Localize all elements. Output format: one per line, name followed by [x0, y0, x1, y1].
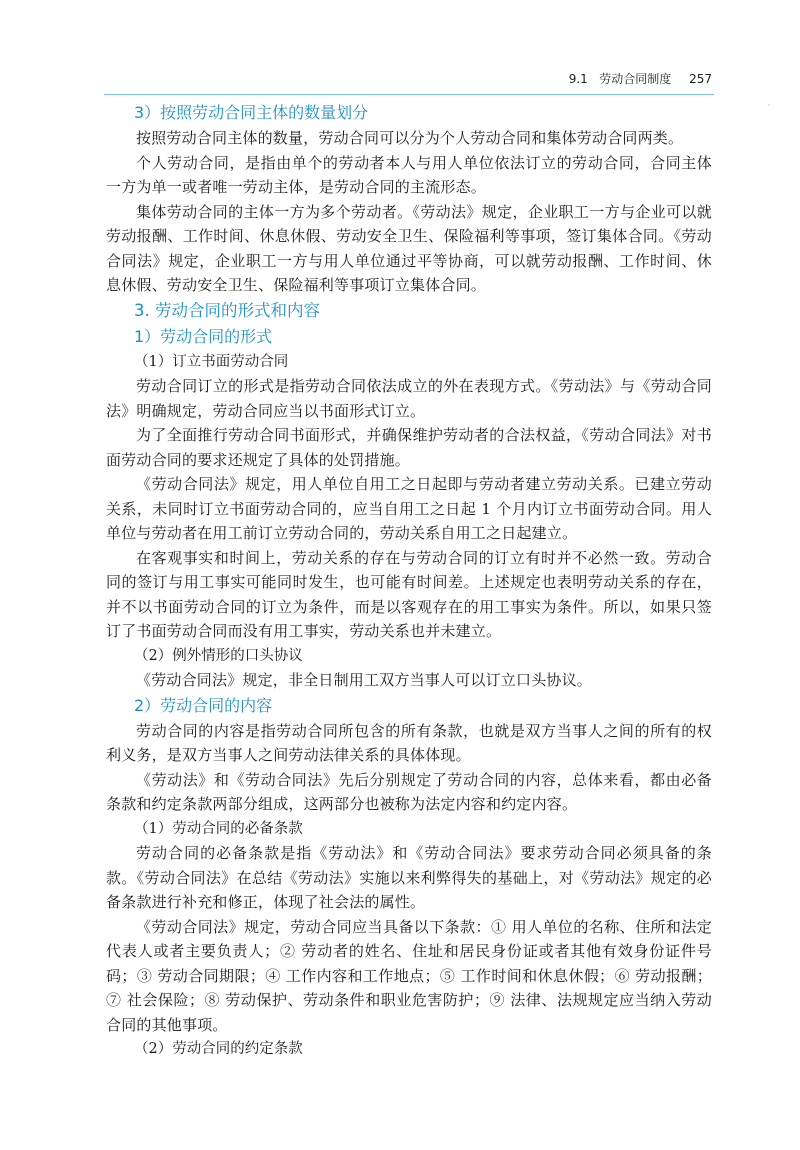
page-number: 257 — [689, 72, 712, 86]
header-text — [569, 70, 712, 87]
paragraph: 劳动合同的必备条款是指《劳动法》和《劳动合同法》要求劳动合同必须具备的条款。《劳动合同法》在总结《劳动法》实施以来利弊得失的基础上，对《劳动法》规定的必备条款进行补充和修正，体现了社会法的属性。 — [106, 844, 712, 911]
paragraph: 按照劳动合同主体的数量，劳动合同可以分为个人劳动合同和集体劳动合同两类。 — [136, 129, 684, 147]
paragraph: 《劳动法》和《劳动合同法》先后分别规定了劳动合同的内容，总体来看，都由必备条款和约定条款两部分组成，这两部分也被称为法定内容和约定内容。 — [106, 770, 712, 813]
clause-heading: （2）劳动合同的约定条款 — [134, 1041, 303, 1057]
subsection-heading: 1）劳动合同的形式 — [134, 326, 273, 346]
header-section-number: 9.1 — [568, 72, 588, 86]
section-heading: 3. 劳动合同的形式和内容 — [134, 300, 320, 320]
running-header — [104, 70, 712, 92]
paragraph: 劳动合同的内容是指劳动合同所包含的所有条款，也就是双方当事人之间的所有的权利义务，是双方当事人之间劳动法律关系的具体体现。 — [106, 721, 712, 764]
paragraph: 《劳动合同法》规定，劳动合同应当具备以下条款：① 用人单位的名称、住所和法定代表人或者主要负责人；② 劳动者的姓名、住址和居民身份证或者其他有效身份证件号码；③ 劳动合同期限；④ 工作内容和工作地点；⑤ 工作时间和休息休假；⑥ 劳动报酬；⑦ 社会保险；⑧ 劳动保护、劳动条件和职业危害防护；⑨ 法律、法规规定应当纳入劳动合同的其他事项。 — [106, 917, 712, 1034]
paragraph: 为了全面推行劳动合同书面形式，并确保维护劳动者的合法权益，《劳动合同法》对书面劳动合同的要求还规定了具体的处罚措施。 — [106, 426, 712, 469]
header-chapter-title: 劳动合同制度 — [599, 72, 672, 86]
paragraph: 《劳动合同法》规定，非全日制用工双方当事人可以订立口头协议。 — [136, 671, 593, 689]
subsection-heading: 2）劳动合同的内容 — [134, 695, 273, 715]
clause-heading: （2）例外情形的口头协议 — [134, 647, 303, 664]
paragraph: 在客观事实和时间上，劳动关系的存在与劳动合同的订立有时并不必然一致。劳动合同的签订与用工事实可能同时发生，也可能有时间差。上述规定也表明劳动关系的存在，并不以书面劳动合同的订立为条件，而是以客观存在的用工事实为条件。所以，如果只签订了书面劳动合同而没有用工事实，劳动关系也并未建立。 — [106, 548, 712, 640]
paragraph: 《劳动合同法》规定，用人单位自用工之日起即与劳动者建立劳动关系。已建立劳动关系，未同时订立书面劳动合同的，应当自用工之日起 1 个月内订立书面劳动合同。用人单位与劳动者在用工前订立劳动合同的，劳动关系自用工之日起建立。 — [106, 475, 712, 542]
paragraph: 集体劳动合同的主体一方为多个劳动者。《劳动法》规定，企业职工一方与企业可以就劳动报酬、工作时间、休息休假、劳动安全卫生、保险福利等事项，签订集体合同。《劳动合同法》规定，企业职工一方与用人单位通过平等协商，可以就劳动报酬、工作时间、休息休假、劳动安全卫生、保险福利等事项订立集体合同。 — [106, 202, 712, 294]
subsection-heading: 3）按照劳动合同主体的数量划分 — [134, 103, 369, 122]
page-body — [106, 100, 712, 1062]
header-rule — [104, 94, 714, 95]
paragraph: 个人劳动合同，是指由单个的劳动者本人与用人单位依法订立的劳动合同，合同主体一方为单一或者唯一劳动主体，是劳动合同的主流形态。 — [106, 153, 712, 196]
clause-heading: （1）订立书面劳动合同 — [134, 353, 289, 370]
paragraph: 劳动合同订立的形式是指劳动合同依法成立的外在表现方式。《劳动法》与《劳动合同法》明确规定，劳动合同应当以书面形式订立。 — [106, 377, 712, 420]
edge-mark — [768, 104, 770, 106]
clause-heading: （1）劳动合同的必备条款 — [134, 820, 303, 837]
